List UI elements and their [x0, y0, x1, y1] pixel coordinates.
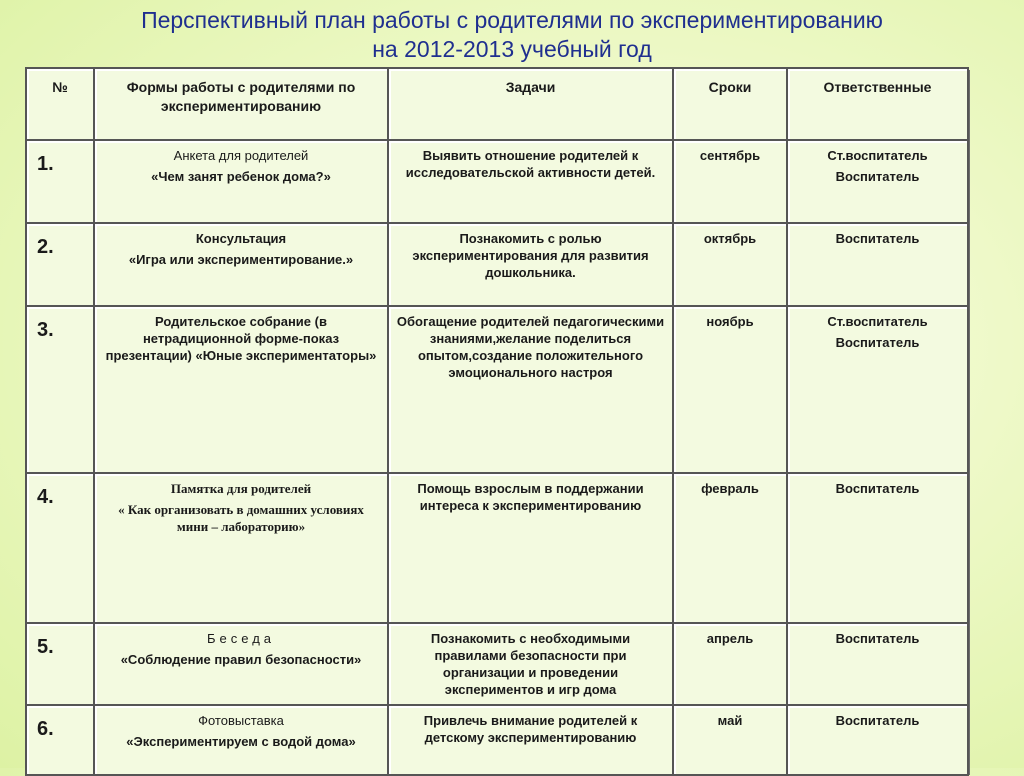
row-task: Помощь взрослым в поддержании интереса к экспериментированию — [388, 473, 673, 623]
header-num: № — [26, 68, 94, 140]
responsible-1: Воспитатель — [835, 481, 920, 496]
responsible-1: Воспитатель — [835, 713, 920, 728]
form-name: «Чем занят ребенок дома?» — [151, 169, 331, 184]
page-title — [0, 6, 1024, 64]
row-term: май — [673, 705, 787, 775]
row-responsible — [787, 306, 968, 473]
table-row — [26, 306, 968, 473]
responsible-1: Ст.воспитатель — [827, 314, 928, 329]
row-task: Обогащение родителей педагогическими знаниями,желание поделиться опытом,создание положительного эмоционального настроя — [388, 306, 673, 473]
header-forms: Формы работы с родителями по экспериментированию — [94, 68, 388, 140]
form-title: Родительское собрание (в нетрадиционной форме-показ презентации) «Юные экспериментаторы» — [105, 314, 377, 363]
responsible-1: Воспитатель — [835, 631, 920, 646]
title-line-1: Перспективный план работы с родителями по экспериментированию — [141, 7, 883, 33]
row-term: октябрь — [673, 223, 787, 306]
row-form — [94, 623, 388, 705]
row-number: 1. — [26, 140, 94, 223]
form-title: Анкета для родителей — [173, 148, 309, 163]
row-form — [94, 473, 388, 623]
title-line-2: на 2012-2013 учебный год — [372, 36, 652, 62]
form-title: Беседа — [206, 631, 276, 646]
row-task: Познакомить с ролью экспериментирования для развития дошкольника. — [388, 223, 673, 306]
table-row — [26, 223, 968, 306]
form-name: «Соблюдение правил безопасности» — [120, 652, 362, 667]
row-responsible — [787, 623, 968, 705]
row-responsible — [787, 705, 968, 775]
row-task: Привлечь внимание родителей к детскому экспериментированию — [388, 705, 673, 775]
responsible-1: Воспитатель — [835, 231, 920, 246]
row-responsible — [787, 223, 968, 306]
form-title: Фотовыставка — [198, 713, 284, 728]
row-form — [94, 306, 388, 473]
row-term: ноябрь — [673, 306, 787, 473]
form-name: « Как организовать в домашних условиях мини – лабораторию» — [118, 502, 364, 534]
form-name: «Игра или экспериментирование.» — [128, 252, 354, 267]
table-row — [26, 705, 968, 775]
responsible-2: Воспитатель — [835, 335, 920, 350]
row-responsible — [787, 473, 968, 623]
responsible-1: Ст.воспитатель — [827, 148, 928, 163]
header-responsible: Ответственные — [787, 68, 968, 140]
table-row — [26, 140, 968, 223]
row-term: сентябрь — [673, 140, 787, 223]
row-term: февраль — [673, 473, 787, 623]
row-number: 4. — [26, 473, 94, 623]
table-row — [26, 623, 968, 705]
row-term: апрель — [673, 623, 787, 705]
row-responsible — [787, 140, 968, 223]
row-task: Выявить отношение родителей к исследовательской активности детей. — [388, 140, 673, 223]
row-number: 6. — [26, 705, 94, 775]
row-number: 5. — [26, 623, 94, 705]
row-form — [94, 140, 388, 223]
responsible-2: Воспитатель — [835, 169, 920, 184]
plan-table — [25, 67, 969, 776]
header-terms: Сроки — [673, 68, 787, 140]
row-form — [94, 705, 388, 775]
form-title: Консультация — [195, 231, 287, 246]
header-tasks: Задачи — [388, 68, 673, 140]
table-header-row — [26, 68, 968, 140]
table-row — [26, 473, 968, 623]
row-number: 3. — [26, 306, 94, 473]
plan-table-wrapper — [25, 67, 967, 772]
row-task: Познакомить с необходимыми правилами безопасности при организации и проведении экспериментов и игр дома — [388, 623, 673, 705]
row-number: 2. — [26, 223, 94, 306]
form-name: «Экспериментируем с водой дома» — [126, 734, 356, 749]
form-title: Памятка для родителей — [170, 481, 312, 496]
row-form — [94, 223, 388, 306]
